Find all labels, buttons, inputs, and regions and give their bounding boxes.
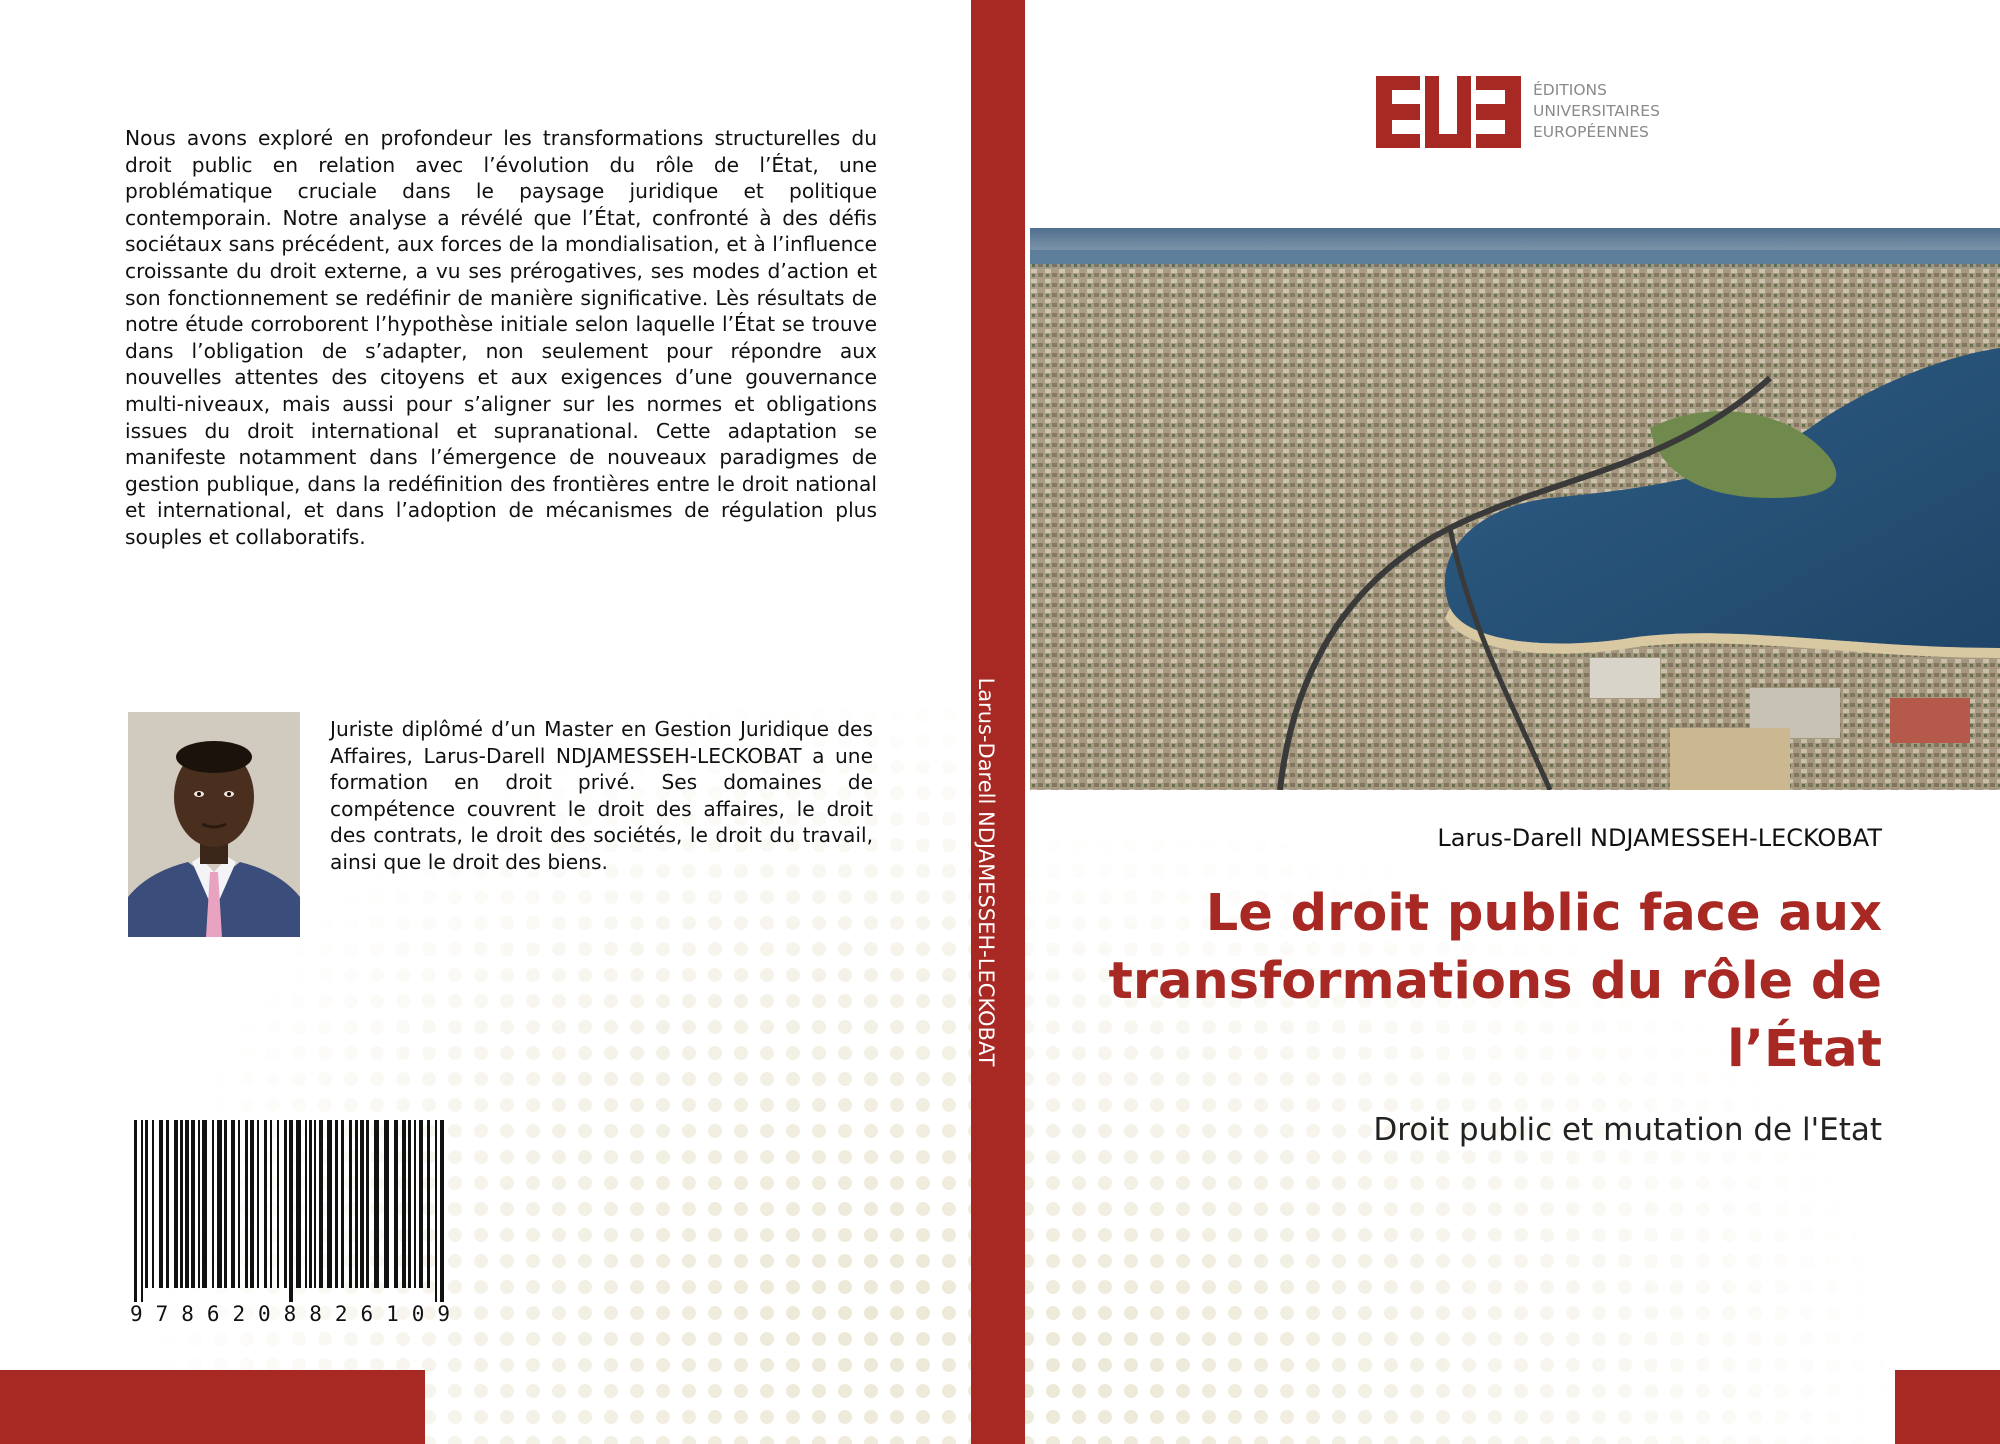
barcode-bar — [402, 1120, 406, 1288]
barcode-bar — [419, 1120, 423, 1288]
barcode-bar — [284, 1120, 287, 1288]
barcode-bar — [202, 1120, 207, 1288]
barcode-bar — [245, 1120, 248, 1288]
isbn-digit: 7 — [155, 1302, 169, 1326]
isbn-barcode — [130, 1120, 450, 1325]
isbn-digit: 9 — [437, 1302, 450, 1326]
isbn-digit: 8 — [283, 1302, 297, 1326]
isbn-digit: 8 — [181, 1302, 194, 1326]
barcode-bar — [231, 1120, 235, 1288]
barcode-bar — [270, 1120, 272, 1288]
barcode-bar — [152, 1120, 154, 1288]
barcode-bar — [394, 1120, 398, 1288]
book-title: Le droit public face aux transformations du rôle de l’État — [1108, 884, 1882, 1079]
spine-author: Larus-Darell NDJAMESSEH-LECKOBAT — [974, 677, 998, 1067]
barcode-bars — [130, 1120, 450, 1302]
barcode-bar — [250, 1120, 254, 1288]
barcode-bar — [141, 1120, 143, 1302]
isbn-digit: 2 — [232, 1302, 246, 1326]
barcode-bar — [191, 1120, 195, 1288]
barcode-bar — [289, 1120, 293, 1302]
isbn-digit: 6 — [360, 1302, 374, 1326]
barcode-bar — [327, 1120, 332, 1288]
barcode-bar — [257, 1120, 259, 1288]
barcode-bar — [185, 1120, 189, 1288]
isbn-digit: 6 — [206, 1302, 220, 1326]
barcode-bar — [366, 1120, 369, 1288]
barcode-bar — [180, 1120, 183, 1288]
barcode-bar — [335, 1120, 338, 1288]
barcode-bar — [360, 1120, 364, 1288]
barcode-bar — [309, 1120, 312, 1288]
barcode-bar — [414, 1120, 416, 1288]
barcode-bar — [134, 1120, 137, 1302]
barcode-bar — [408, 1120, 411, 1288]
barcode-bar — [355, 1120, 358, 1288]
isbn-digit: 8 — [309, 1302, 322, 1326]
back-cover-red-band — [0, 1370, 425, 1444]
publisher-line-2: UNIVERSITAIRES — [1533, 102, 1660, 120]
barcode-bar — [374, 1120, 379, 1288]
barcode-bar — [166, 1120, 169, 1288]
back-cover-blurb: Nous avons exploré en profondeur les transformations structurelles du droit public en relation avec l’évolution du rôle de l’État, une problématique cruciale dans le paysage juridique et politique contemporain. Notre analyse a révélé que l’État, confronté à des défis sociétaux sans précédent, aux forces de la mondialisation, et à l’influence croissante du droit externe, a vu ses prérogatives, ses modes d’action et son fonctionnement se redéfinir de manière significative. Lès résultats de notre étude corroborent l’hypothèse initiale selon laquelle l’État se trouve dans l’obligation de s’adapter, non seulement pour répondre aux nouvelles attentes des citoyens et aux exigences d’une gouvernance multi-niveaux, mais aussi pour s’aligner sur les normes et obligations issues du droit international et supranational. Cette adaptation se manifeste notamment dans l’émergence de nouveaux paradigmes de gestion publique, dans la redéfinition des frontières entre le droit national et international, et dans l’adoption de mécanismes de régulation plus souples et collaboratifs. — [125, 126, 877, 549]
barcode-bar — [212, 1120, 214, 1288]
barcode-bar — [296, 1120, 301, 1288]
publisher-name — [1533, 80, 1660, 143]
barcode-bar — [305, 1120, 307, 1288]
barcode-bar — [145, 1120, 148, 1288]
barcode-bar — [217, 1120, 222, 1288]
isbn-digits — [130, 1302, 450, 1326]
author-biography: Juriste diplômé d’un Master en Gestion Juridique des Affaires, Larus-Darell NDJAMESSEH-LECKOBAT a une formation en droit privé. Ses domaines de compétence couvrent le droit des affaires, le droit des contrats, le droit des sociétés, le droit du travail, ainsi que le droit des biens. — [330, 717, 873, 874]
barcode-bar — [435, 1120, 437, 1302]
barcode-bar — [198, 1120, 200, 1288]
book-spine — [971, 0, 1025, 1444]
publisher-line-3: EUROPÉENNES — [1533, 123, 1649, 141]
barcode-bar — [319, 1120, 323, 1288]
author-photo — [128, 712, 300, 937]
barcode-bar — [427, 1120, 430, 1288]
barcode-bar — [341, 1120, 344, 1288]
isbn-digit: 0 — [258, 1302, 271, 1326]
aerial-coastal-city-photo — [1030, 228, 2000, 790]
barcode-bar — [314, 1120, 316, 1288]
book-subtitle: Droit public et mutation de l'Etat — [1373, 1112, 1882, 1148]
publisher-line-1: ÉDITIONS — [1533, 81, 1607, 99]
barcode-bar — [349, 1120, 352, 1288]
front-cover-author: Larus-Darell NDJAMESSEH-LECKOBAT — [1437, 824, 1882, 852]
publisher-logo — [1376, 76, 1666, 148]
isbn-digit: 1 — [386, 1302, 399, 1326]
barcode-bar — [224, 1120, 227, 1288]
isbn-digit: 2 — [334, 1302, 348, 1326]
isbn-digit: 9 — [130, 1302, 143, 1326]
barcode-bar — [238, 1120, 240, 1288]
barcode-bar — [174, 1120, 178, 1288]
front-cover-red-band — [1895, 1370, 2000, 1444]
isbn-digit: 0 — [411, 1302, 425, 1326]
barcode-bar — [264, 1120, 267, 1288]
barcode-bar — [277, 1120, 279, 1288]
eue-logo-icon — [1376, 76, 1521, 148]
barcode-bar — [440, 1120, 444, 1302]
barcode-bar — [159, 1120, 163, 1288]
barcode-bar — [384, 1120, 389, 1288]
